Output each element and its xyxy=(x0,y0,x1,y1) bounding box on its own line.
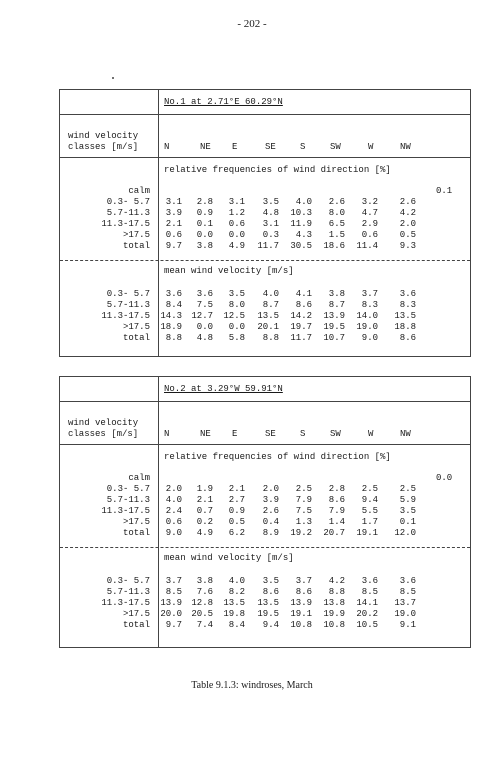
freq-cell: 19.1 xyxy=(356,528,378,538)
mean-cell: 0.0 xyxy=(196,322,213,332)
freq-cell: 5.5 xyxy=(361,506,378,516)
mean-cell: 3.5 xyxy=(262,576,279,586)
freq-cell: 1.4 xyxy=(328,517,345,527)
freq-cell: 0.6 xyxy=(165,517,182,527)
mean-cell: 3.6 xyxy=(399,289,416,299)
freq-cell: 0.6 xyxy=(228,219,245,229)
freq-cell: 3.2 xyxy=(361,197,378,207)
mean-cell: 10.7 xyxy=(323,333,345,343)
mean-cell: 8.8 xyxy=(262,333,279,343)
mean-cell: 8.4 xyxy=(228,620,245,630)
freq-cell: 2.0 xyxy=(399,219,416,229)
mean-cell: 3.7 xyxy=(295,576,312,586)
table-title: No.1 at 2.71°E 60.29°N xyxy=(164,97,283,107)
mean-cell: 11.7 xyxy=(290,333,312,343)
freq-cell: 0.9 xyxy=(196,208,213,218)
row-label: 0.3- 5.7 xyxy=(106,289,150,299)
header-label: classes [m/s] xyxy=(68,429,139,439)
mean-cell: 8.5 xyxy=(399,587,416,597)
mean-cell: 7.5 xyxy=(196,300,213,310)
direction-header-w: W xyxy=(368,429,374,439)
freq-cell: 4.3 xyxy=(295,230,312,240)
mean-cell: 20.2 xyxy=(356,609,378,619)
direction-header-se: SE xyxy=(265,429,276,439)
freq-cell: 8.9 xyxy=(262,528,279,538)
row-label: 5.7-11.3 xyxy=(106,208,150,218)
freq-cell: 9.0 xyxy=(165,528,182,538)
mean-cell: 8.6 xyxy=(399,333,416,343)
freq-cell: 1.2 xyxy=(228,208,245,218)
mean-cell: 13.7 xyxy=(394,598,416,608)
freq-cell: 4.9 xyxy=(196,528,213,538)
mean-cell: 20.0 xyxy=(160,609,182,619)
row-label: 5.7-11.3 xyxy=(106,495,150,505)
row-label: 5.7-11.3 xyxy=(106,300,150,310)
row-label: calm xyxy=(128,186,150,196)
mean-cell: 8.6 xyxy=(262,587,279,597)
mean-cell: 12.5 xyxy=(223,311,245,321)
mean-cell: 14.3 xyxy=(160,311,182,321)
stray-dot xyxy=(112,77,114,79)
mean-cell: 4.2 xyxy=(328,576,345,586)
freq-cell: 2.1 xyxy=(196,495,213,505)
mean-cell: 9.4 xyxy=(262,620,279,630)
mean-cell: 5.8 xyxy=(228,333,245,343)
freq-cell: 9.7 xyxy=(165,241,182,251)
mean-cell: 8.3 xyxy=(399,300,416,310)
direction-header-sw: SW xyxy=(330,429,341,439)
freq-cell: 0.0 xyxy=(196,230,213,240)
mean-cell: 8.5 xyxy=(361,587,378,597)
mean-cell: 13.9 xyxy=(323,311,345,321)
freq-cell: 0.0 xyxy=(228,230,245,240)
mean-cell: 12.7 xyxy=(191,311,213,321)
mean-cell: 9.7 xyxy=(165,620,182,630)
mean-cell: 8.2 xyxy=(228,587,245,597)
freq-cell: 18.6 xyxy=(323,241,345,251)
freq-cell: 4.9 xyxy=(228,241,245,251)
direction-header-n: N xyxy=(164,429,170,439)
row-label: 0.3- 5.7 xyxy=(106,576,150,586)
title-rule xyxy=(60,114,470,115)
mean-cell: 18.8 xyxy=(394,322,416,332)
freq-cell: 2.5 xyxy=(399,484,416,494)
freq-cell: 2.6 xyxy=(399,197,416,207)
mean-cell: 8.5 xyxy=(165,587,182,597)
row-label: >17.5 xyxy=(122,322,150,332)
row-label: 11.3-17.5 xyxy=(101,506,150,516)
mean-cell: 8.6 xyxy=(295,587,312,597)
direction-header-e: E xyxy=(232,429,238,439)
freq-cell: 2.5 xyxy=(361,484,378,494)
direction-header-s: S xyxy=(300,429,306,439)
freq-cell: 3.1 xyxy=(228,197,245,207)
freq-cell: 11.7 xyxy=(257,241,279,251)
mean-cell: 3.6 xyxy=(196,289,213,299)
mean-cell: 8.6 xyxy=(295,300,312,310)
mean-cell: 3.6 xyxy=(361,576,378,586)
freq-cell: 20.7 xyxy=(323,528,345,538)
freq-cell: 7.9 xyxy=(328,506,345,516)
freq-cell: 12.0 xyxy=(394,528,416,538)
mean-cell: 13.5 xyxy=(223,598,245,608)
header-rule xyxy=(60,444,470,445)
freq-cell: 0.4 xyxy=(262,517,279,527)
freq-cell: 11.4 xyxy=(356,241,378,251)
row-label: >17.5 xyxy=(122,517,150,527)
freq-cell: 0.5 xyxy=(399,230,416,240)
mean-cell: 13.5 xyxy=(257,311,279,321)
mean-cell: 10.5 xyxy=(356,620,378,630)
freq-cell: 7.9 xyxy=(295,495,312,505)
mean-cell: 10.8 xyxy=(323,620,345,630)
direction-header-n: N xyxy=(164,142,170,152)
mean-cell: 8.8 xyxy=(165,333,182,343)
freq-cell: 4.0 xyxy=(295,197,312,207)
freq-cell: 7.5 xyxy=(295,506,312,516)
header-label: wind velocity xyxy=(68,418,139,428)
freq-cell: 0.3 xyxy=(262,230,279,240)
mean-cell: 3.6 xyxy=(165,289,182,299)
freq-cell: 4.2 xyxy=(399,208,416,218)
freq-cell: 2.9 xyxy=(361,219,378,229)
freq-cell: 6.2 xyxy=(228,528,245,538)
mean-cell: 19.0 xyxy=(356,322,378,332)
freq-cell: 0.1 xyxy=(196,219,213,229)
freq-cell: 3.5 xyxy=(399,506,416,516)
header-label: wind velocity xyxy=(68,131,139,141)
freq-cell: 0.5 xyxy=(228,517,245,527)
freq-cell: 8.0 xyxy=(328,208,345,218)
freq-cell: 3.9 xyxy=(262,495,279,505)
mean-cell: 19.5 xyxy=(323,322,345,332)
mean-cell: 13.5 xyxy=(394,311,416,321)
header-rule xyxy=(60,157,470,158)
windrose-table-1 xyxy=(59,89,471,357)
mean-cell: 19.8 xyxy=(223,609,245,619)
mean-cell: 14.1 xyxy=(356,598,378,608)
mean-cell: 13.9 xyxy=(290,598,312,608)
row-label: 11.3-17.5 xyxy=(101,598,150,608)
section-divider xyxy=(60,260,470,261)
freq-cell: 0.6 xyxy=(165,230,182,240)
windrose-table-2 xyxy=(59,376,471,648)
table-caption: Table 9.1.3: windroses, March xyxy=(191,680,313,691)
direction-header-se: SE xyxy=(265,142,276,152)
freq-cell: 3.5 xyxy=(262,197,279,207)
mean-cell: 14.2 xyxy=(290,311,312,321)
row-label: calm xyxy=(128,473,150,483)
mean-cell: 7.4 xyxy=(196,620,213,630)
mean-cell: 3.8 xyxy=(196,576,213,586)
calm-value: 0.0 xyxy=(436,473,453,483)
mean-cell: 4.1 xyxy=(295,289,312,299)
row-label: 0.3- 5.7 xyxy=(106,197,150,207)
freq-cell: 0.1 xyxy=(399,517,416,527)
row-label: 11.3-17.5 xyxy=(101,311,150,321)
direction-header-w: W xyxy=(368,142,374,152)
title-rule xyxy=(60,401,470,402)
freq-cell: 3.8 xyxy=(196,241,213,251)
direction-header-s: S xyxy=(300,142,306,152)
header-label: classes [m/s] xyxy=(68,142,139,152)
mean-cell: 3.6 xyxy=(399,576,416,586)
freq-cell: 2.8 xyxy=(196,197,213,207)
freq-cell: 2.0 xyxy=(262,484,279,494)
freq-cell: 5.9 xyxy=(399,495,416,505)
mean-cell: 19.1 xyxy=(290,609,312,619)
mean-cell: 8.7 xyxy=(262,300,279,310)
freq-cell: 0.2 xyxy=(196,517,213,527)
freq-cell: 6.5 xyxy=(328,219,345,229)
direction-header-ne: NE xyxy=(200,142,211,152)
freq-cell: 0.7 xyxy=(196,506,213,516)
mean-cell: 3.8 xyxy=(328,289,345,299)
mean-cell: 9.1 xyxy=(399,620,416,630)
freq-cell: 2.5 xyxy=(295,484,312,494)
row-label: total xyxy=(122,620,150,630)
mean-cell: 13.9 xyxy=(160,598,182,608)
freq-cell: 1.3 xyxy=(295,517,312,527)
mean-cell: 3.7 xyxy=(165,576,182,586)
direction-header-ne: NE xyxy=(200,429,211,439)
mean-cell: 8.0 xyxy=(228,300,245,310)
freq-heading: relative frequencies of wind direction [%] xyxy=(164,452,391,462)
freq-cell: 3.1 xyxy=(262,219,279,229)
freq-cell: 2.7 xyxy=(228,495,245,505)
row-label: total xyxy=(122,528,150,538)
mean-cell: 9.0 xyxy=(361,333,378,343)
direction-header-nw: NW xyxy=(400,142,411,152)
mean-cell: 19.0 xyxy=(394,609,416,619)
freq-cell: 2.1 xyxy=(165,219,182,229)
mean-cell: 18.9 xyxy=(160,322,182,332)
freq-cell: 8.6 xyxy=(328,495,345,505)
freq-cell: 10.3 xyxy=(290,208,312,218)
freq-cell: 0.6 xyxy=(361,230,378,240)
mean-cell: 3.7 xyxy=(361,289,378,299)
freq-cell: 3.9 xyxy=(165,208,182,218)
freq-cell: 1.9 xyxy=(196,484,213,494)
mean-cell: 3.5 xyxy=(228,289,245,299)
mean-heading: mean wind velocity [m/s] xyxy=(164,553,294,563)
row-label: total xyxy=(122,333,150,343)
mean-cell: 4.0 xyxy=(228,576,245,586)
freq-cell: 0.9 xyxy=(228,506,245,516)
direction-header-sw: SW xyxy=(330,142,341,152)
freq-cell: 9.4 xyxy=(361,495,378,505)
row-label: 5.7-11.3 xyxy=(106,587,150,597)
freq-cell: 2.6 xyxy=(262,506,279,516)
freq-cell: 4.7 xyxy=(361,208,378,218)
mean-cell: 19.7 xyxy=(290,322,312,332)
freq-cell: 2.0 xyxy=(165,484,182,494)
mean-cell: 14.0 xyxy=(356,311,378,321)
mean-cell: 10.8 xyxy=(290,620,312,630)
section-divider xyxy=(60,547,470,548)
mean-cell: 20.1 xyxy=(257,322,279,332)
freq-cell: 9.3 xyxy=(399,241,416,251)
freq-cell: 4.0 xyxy=(165,495,182,505)
mean-cell: 8.8 xyxy=(328,587,345,597)
freq-cell: 1.5 xyxy=(328,230,345,240)
mean-cell: 19.9 xyxy=(323,609,345,619)
freq-cell: 2.4 xyxy=(165,506,182,516)
row-label: >17.5 xyxy=(122,609,150,619)
mean-cell: 8.4 xyxy=(165,300,182,310)
mean-cell: 19.5 xyxy=(257,609,279,619)
mean-cell: 20.5 xyxy=(191,609,213,619)
direction-header-e: E xyxy=(232,142,238,152)
mean-cell: 12.8 xyxy=(191,598,213,608)
mean-cell: 4.0 xyxy=(262,289,279,299)
freq-cell: 2.6 xyxy=(328,197,345,207)
mean-cell: 8.7 xyxy=(328,300,345,310)
freq-cell: 2.1 xyxy=(228,484,245,494)
freq-cell: 11.9 xyxy=(290,219,312,229)
mean-heading: mean wind velocity [m/s] xyxy=(164,266,294,276)
direction-header-nw: NW xyxy=(400,429,411,439)
freq-cell: 30.5 xyxy=(290,241,312,251)
mean-cell: 7.6 xyxy=(196,587,213,597)
table-title: No.2 at 3.29°W 59.91°N xyxy=(164,384,283,394)
mean-cell: 8.3 xyxy=(361,300,378,310)
page-number: - 202 - xyxy=(237,18,267,30)
row-label: 0.3- 5.7 xyxy=(106,484,150,494)
freq-cell: 2.8 xyxy=(328,484,345,494)
row-label: >17.5 xyxy=(122,230,150,240)
freq-cell: 4.8 xyxy=(262,208,279,218)
row-label: total xyxy=(122,241,150,251)
calm-value: 0.1 xyxy=(436,186,453,196)
row-label: 11.3-17.5 xyxy=(101,219,150,229)
freq-cell: 3.1 xyxy=(165,197,182,207)
mean-cell: 13.8 xyxy=(323,598,345,608)
freq-cell: 19.2 xyxy=(290,528,312,538)
mean-cell: 0.0 xyxy=(228,322,245,332)
mean-cell: 4.8 xyxy=(196,333,213,343)
freq-cell: 1.7 xyxy=(361,517,378,527)
freq-heading: relative frequencies of wind direction [%] xyxy=(164,165,391,175)
mean-cell: 13.5 xyxy=(257,598,279,608)
